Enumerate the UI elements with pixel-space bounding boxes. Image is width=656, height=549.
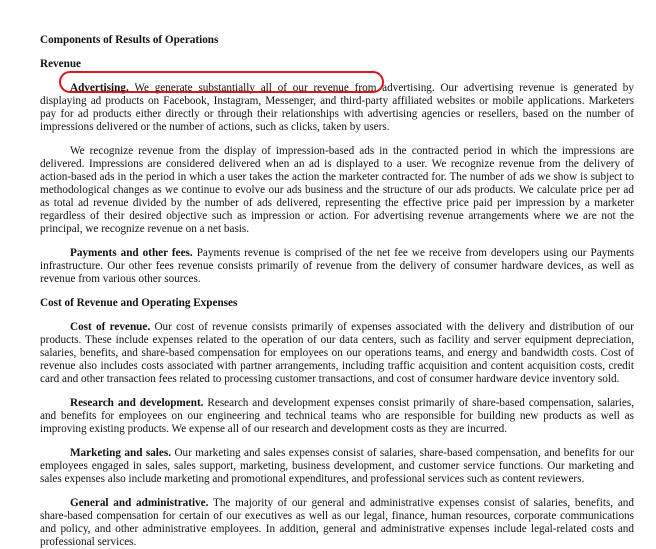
advertising-text: Our advertising revenue is generated by displaying ad products on Facebook, Instagram, Messenger, and third-party affiliated websites or mobile applications. Marketers pay for ad products either directly or through their relationships with advertising agencies or resellers, based on the number of impressions delivered or the number of actions, such as clicks, taken by users.	[40, 82, 634, 133]
paragraph-general	[40, 497, 634, 549]
paragraph-payments	[40, 247, 634, 286]
payments-label: Payments and other fees.	[70, 247, 193, 259]
marketing-text: Our marketing and sales expenses consist of salaries, share-based compensation, and benefits for our employees engaged in sales, sales support, marketing, business development, and customer service functions. Our marketing and sales expenses also include marketing and promotional expenditures, and professional services such as content reviewers.	[40, 447, 635, 485]
paragraph-research	[40, 397, 634, 436]
heading-revenue: Revenue	[40, 58, 82, 70]
general-label: General and administrative.	[70, 497, 209, 509]
research-text: Research and development expenses consist primarily of share-based compensation, salaries, and benefits for employees on our engineering and technical teams who are responsible for building new products as well as improving existing products. We expense all of our research and development costs as they are incurred.	[40, 397, 634, 435]
advertising-label: Advertising.	[70, 82, 129, 94]
cost-of-revenue-label: Cost of revenue.	[70, 321, 151, 333]
document-body	[40, 34, 634, 549]
advertising-highlighted-sentence: We generate substantially all of our revenue from advertising.	[134, 82, 435, 94]
payments-text: Payments revenue is comprised of the net fee we receive from developers using our Payments infrastructure. Our other fees revenue consists primarily of revenue from the delivery of consumer hardware devices, as well as revenue from various other sources.	[40, 247, 635, 285]
paragraph-advertising	[40, 82, 634, 134]
cost-of-revenue-text: Our cost of revenue consists primarily of expenses associated with the delivery and distribution of our products. These include expenses related to the operation of our data centers, such as facility and server equipment depreciation, salaries, benefits, and share-based compensation for employees on our operations teams, and energy and bandwidth costs. Cost of revenue also includes costs associated with partner arrangements, including traffic acquisition and content acquisition costs, credit card and other transaction fees related to processing customer transactions, and cost of consumer hardware device inventory sold.	[40, 321, 634, 385]
paragraph-marketing	[40, 447, 634, 486]
heading-components: Components of Results of Operations	[40, 34, 219, 46]
marketing-label: Marketing and sales.	[70, 447, 172, 459]
general-text: The majority of our general and administrative expenses consist of salaries, benefits, and share-based compensation for certain of our executives as well as our legal, finance, human resources, corporate communications and policy, and other administrative employees. In addition, general and administrative expenses include legal-related costs and professional services.	[40, 497, 634, 548]
heading-cost-expenses: Cost of Revenue and Operating Expenses	[40, 297, 238, 309]
paragraph-revenue-recognition: We recognize revenue from the display of impression-based ads in the contracted period in which the impressions are delivered. Impressions are considered delivered when an ad is displayed to a user. We recognize revenue from the delivery of action-based ads in the period in which a user takes the action the marketer contracted for. The number of ads we show is subject to methodological changes as we continue to evolve our ads business and the structure of our ads products. We calculate price per ad as total ad revenue divided by the number of ads delivered, representing the effective price paid per impression by a marketer regardless of their desired objective such as impression or action. For advertising revenue arrangements where we are not the principal, we recognize revenue on a net basis.	[40, 145, 634, 235]
paragraph-cost-of-revenue	[40, 321, 634, 386]
research-label: Research and development.	[70, 397, 204, 409]
